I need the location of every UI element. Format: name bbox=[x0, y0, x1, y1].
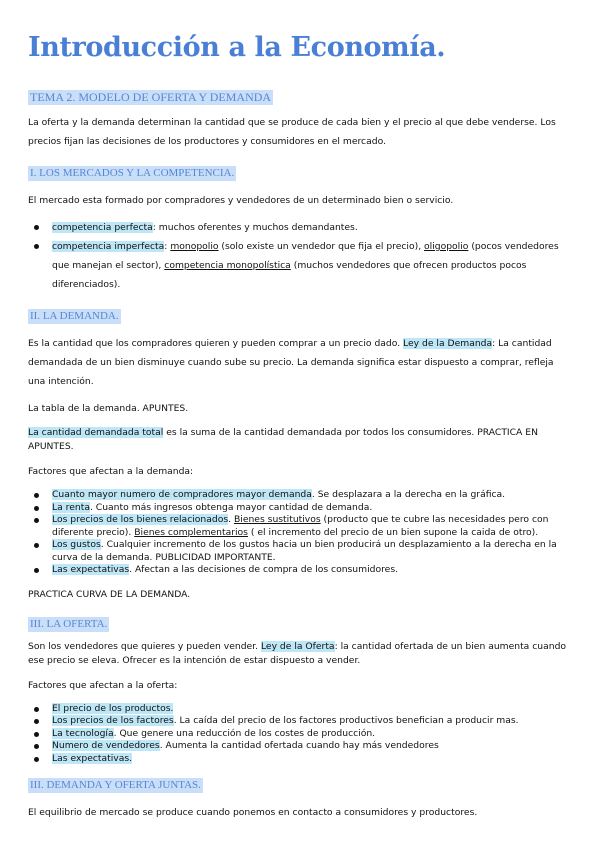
section-heading-mercados: I. LOS MERCADOS Y LA COMPETENCIA. bbox=[30, 167, 235, 179]
factores-oferta-label: Factores que afectan a la oferta: bbox=[28, 679, 178, 691]
mercado-paragraph: El mercado esta formado por compradores y vendedores de un determinado bien o servicio. bbox=[28, 195, 454, 206]
list-item: competencia imperfecta: monopolio (solo existe un vendedor que fija el precio), oligopolio (pocos vendedores que manejan el sector), competencia monopolística (muchos vendedores que ofrecen productos pocos diferenciados). bbox=[28, 237, 572, 294]
factores-oferta-list bbox=[28, 703, 572, 766]
document-title: Introducción a la Economía. bbox=[28, 32, 446, 63]
section-heading-demanda: II. LA DEMANDA. bbox=[30, 310, 119, 322]
list-item: Cuanto mayor numero de compradores mayor demanda. Se desplazara a la derecha en la gráfica. bbox=[28, 489, 572, 502]
demanda-paragraph: Es la cantidad que los compradores quieren y pueden comprar a un precio dado. Ley de la Demanda: La cantidad demandada de un bien disminuye cuando sube su precio. La demanda significa estar dispuesto a comprar, refleja una intención. bbox=[28, 338, 554, 387]
factores-demanda-label: Factores que afectan a la demanda: bbox=[28, 466, 194, 477]
section-heading-oferta: III. LA OFERTA. bbox=[30, 617, 108, 630]
list-item: Las expectativas. Afectan a las decisiones de compra de los consumidores. bbox=[28, 564, 572, 577]
list-item: Los gustos. Cualquier incremento de los gustos hacia un bien producirá un desplazamiento a la derecha en la curva de la demanda. PUBLICIDAD IMPORTANTE. bbox=[28, 539, 572, 564]
cantidad-demandada-paragraph: La cantidad demandada total es la suma de la cantidad demandada por todos los consumidores. PRACTICA EN APUNTES. bbox=[28, 427, 538, 452]
list-item: Las expectativas. bbox=[28, 753, 572, 766]
section-heading-tema: TEMA 2. MODELO DE OFERTA Y DEMANDA bbox=[30, 90, 272, 104]
list-item: La tecnología. Que genere una reducción de los costes de producción. bbox=[28, 728, 572, 741]
list-item: El precio de los productos. bbox=[28, 703, 572, 716]
list-item: competencia perfecta: muchos oferentes y muchos demandantes. bbox=[28, 218, 572, 237]
list-item: Los precios de los factores. La caída del precio de los factores productivos benefician a producir mas. bbox=[28, 715, 572, 728]
oferta-paragraph: Son los vendedores que quieres y pueden vender. Ley de la Oferta: la cantidad ofertada de un bien aumenta cuando ese precio se eleva. Ofrecer es la intención de estar dispuesto a vender. bbox=[28, 640, 567, 666]
practica-curva-paragraph: PRACTICA CURVA DE LA DEMANDA. bbox=[28, 588, 191, 600]
tabla-demanda-paragraph: La tabla de la demanda. APUNTES. bbox=[28, 403, 189, 414]
factores-demanda-list bbox=[28, 489, 572, 577]
list-item: Numero de vendedores. Aumenta la cantidad ofertada cuando hay más vendedores bbox=[28, 740, 572, 753]
list-item: La renta. Cuanto más ingresos obtenga mayor cantidad de demanda. bbox=[28, 502, 572, 515]
list-item: Los precios de los bienes relacionados. Bienes sustitutivos (producto que te cubre las necesidades pero con diferente precio). Bienes complementarios ( el incremento del precio de un bien supone la caida de otro). bbox=[28, 514, 572, 539]
competencia-list bbox=[28, 218, 572, 294]
section-heading-juntas: III. DEMANDA Y OFERTA JUNTAS. bbox=[30, 779, 201, 791]
intro-paragraph: La oferta y la demanda determinan la cantidad que se produce de cada bien y el precio al que debe venderse. Los precios fijan las decisiones de los productores y consumidores en el mercado. bbox=[28, 117, 556, 147]
equilibrio-paragraph: El equilibrio de mercado se produce cuando ponemos en contacto a consumidores y productores. bbox=[28, 807, 478, 818]
